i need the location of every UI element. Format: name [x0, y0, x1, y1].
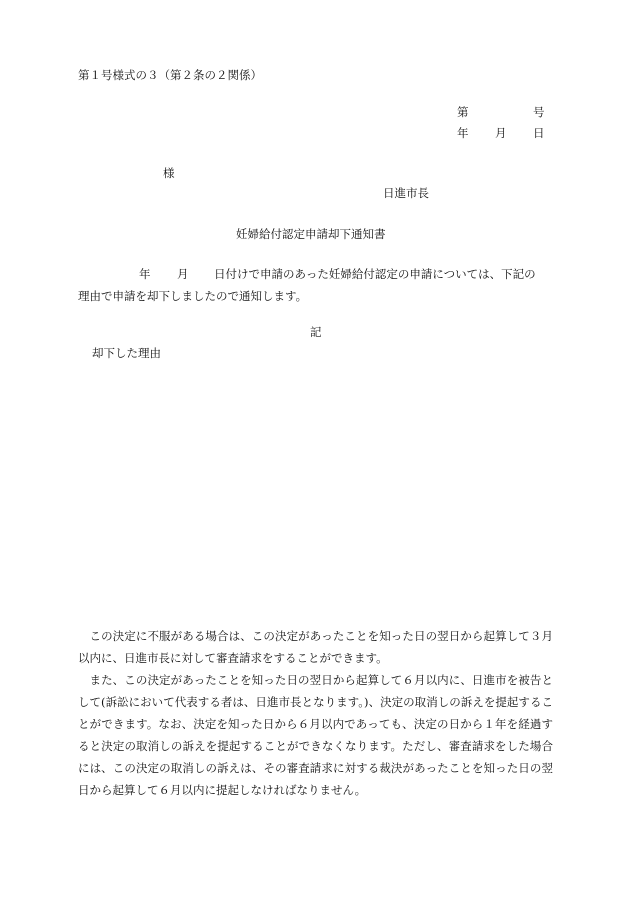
addressee-honorific: 様 [163, 166, 175, 180]
body-line-1: 日付けで申請のあった妊婦給付認定の申請については、下記の [214, 267, 536, 281]
notice-paragraph-2: また、この決定があったことを知った日の翌日から起算して６月以内に、日進市を被告として(訴訟において代表する者は、日進市長となります。)、決定の取消しの訴えを提起することができます。なお、決定を知った日から６月以内であっても、決定の日から１年を経過すると決定の取消しの訴えを提起することができなくなります。ただし、審査請求をした場合には、この決定の取消しの訴えは、その審査請求に対する裁決があったことを知った日の翌日から起算して６月以内に提起しなければなりません。 [78, 673, 553, 797]
date-month: 月 [495, 126, 507, 140]
date-year: 年 [457, 126, 469, 140]
appeal-notice [78, 625, 553, 801]
record-mark: 記 [310, 325, 322, 339]
date-day: 日 [533, 126, 545, 140]
body-line-2: 理由で申請を却下しましたので通知します。 [78, 289, 308, 303]
body-year: 年 [139, 267, 151, 281]
body-month: 月 [177, 267, 189, 281]
form-label: 第１号様式の３（第２条の２関係） [78, 68, 262, 82]
number-suffix: 号 [533, 105, 545, 119]
reason-heading: 却下した理由 [92, 346, 161, 360]
number-prefix: 第 [457, 105, 469, 119]
document-title: 妊婦給付認定申請却下通知書 [236, 227, 386, 241]
issuer-name: 日進市長 [383, 186, 429, 200]
notice-paragraph-1: この決定に不服がある場合は、この決定があったことを知った日の翌日から起算して３月以内に、日進市長に対して審査請求をすることができます。 [78, 629, 553, 665]
